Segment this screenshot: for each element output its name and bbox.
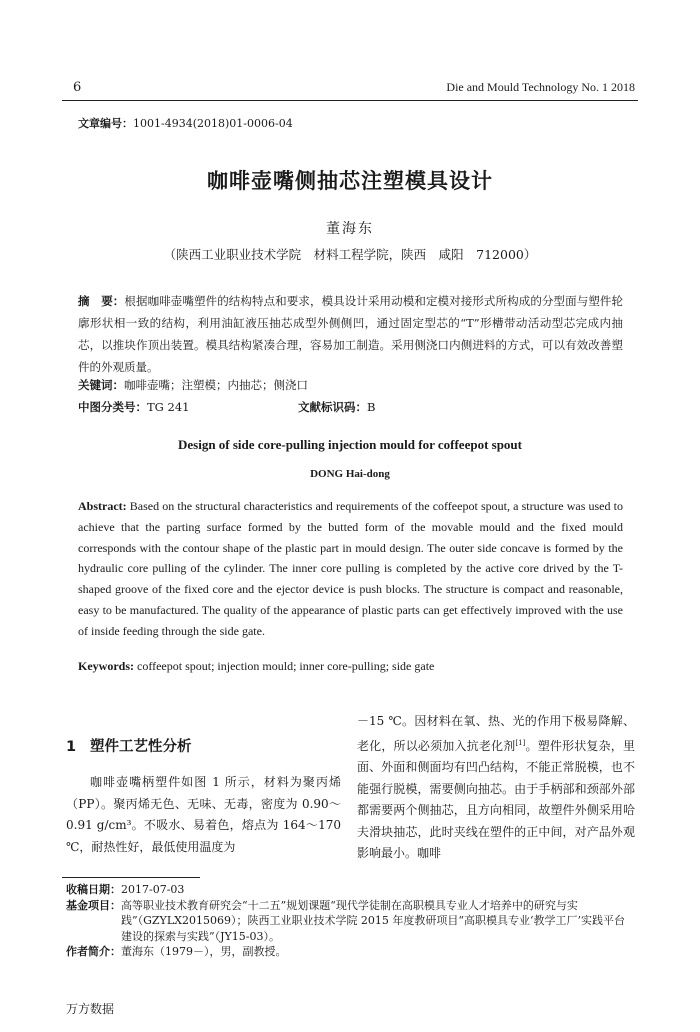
footnotes — [66, 882, 636, 960]
received-text: 2017-07-03 — [121, 883, 185, 896]
received-label: 收稿日期： — [66, 883, 121, 896]
author-info-label: 作者简介： — [66, 945, 121, 958]
keywords-en — [78, 659, 623, 674]
article-id — [78, 115, 293, 131]
article-id-label: 文章编号： — [78, 117, 133, 130]
footnote-author — [66, 944, 636, 960]
header-rule — [62, 100, 638, 101]
section-heading — [66, 735, 192, 756]
abstract-cn-label: 摘 要： — [78, 294, 125, 308]
affiliation-cn: （陕西工业职业技术学院 材料工程学院，陕西 咸阳 712000） — [163, 247, 537, 262]
section-number: 1 — [66, 739, 77, 755]
keywords-cn-text: 咖啡壶嘴；注塑模；内抽芯；侧浇口 — [124, 378, 308, 392]
keywords-cn — [78, 377, 308, 393]
doc-code — [298, 399, 375, 415]
author-cn: 董海东 — [326, 221, 374, 237]
watermark: 万方数据 — [66, 1002, 115, 1016]
author-info-text: 董海东（1979－），男，副教授。 — [121, 945, 287, 958]
abstract-cn — [78, 290, 623, 378]
keywords-en-label: Keywords: — [78, 659, 134, 673]
fund-text: 高等职业技术教育研究会“十二五”规划课题“现代学徒制在高职模具专业人才培养中的研究与实践”（GZYLX2015069）；陕西工业职业技术学院 2015 年度教研项目“高职模具专业‘教学工厂’实践平台建设的探索与实践”（JY15-03）。 — [121, 898, 626, 943]
classification-value: TG 241 — [147, 400, 190, 414]
author-en: DONG Hai-dong — [310, 468, 390, 480]
title-cn: 咖啡壶嘴侧抽芯注塑模具设计 — [207, 169, 493, 193]
title-en: Design of side core-pulling injection mould for coffeepot spout — [177, 437, 522, 452]
abstract-en — [78, 496, 623, 642]
keywords-en-text: coffeepot spout; injection mould; inner core-pulling; side gate — [134, 659, 435, 673]
footnote-rule — [62, 877, 200, 878]
citation-ref[interactable]: [1] — [515, 738, 526, 747]
body-right-text-2: 。塑件形状复杂，里面、外面和侧面均有凹凸结构，不能正常脱模，也不能强行脱模，需要侧向抽芯。由于手柄部和颈部外部都需要两个侧抽芯，且方向相同，故塑件外侧采用哈夫滑块抽芯，此时夹线在塑件的正中间，对产品外观影响最小。咖啡 — [357, 738, 635, 860]
section-title: 塑件工艺性分析 — [90, 739, 192, 755]
classification — [78, 399, 189, 415]
fund-label: 基金项目： — [66, 898, 121, 912]
abstract-cn-text: 根据咖啡壶嘴塑件的结构特点和要求，模具设计采用动模和定模对接形式所构成的分型面与塑件轮廓形状相一致的结构，利用油缸液压抽芯成型外侧侧凹，通过固定型芯的“T”形槽带动活动型芯完成内抽芯，以推块作顶出装置。模具结构紧凑合理，容易加工制造。采用侧浇口内侧进料的方式，可以有效改善塑件的外观质量。 — [78, 294, 624, 374]
body-right-column — [357, 711, 635, 865]
abstract-en-text: Based on the structural characteristics and requirements of the coffeepot spout, a structure was used to achieve that the parting surface formed by the butted form of the movable mould and the fixed mould corresponds with the contour shape of the plastic part in mould design. The outer side concave is formed by the hydraulic core pulling of the cylinder. The inner core pulling is completed by the active core drived by the T-shaped groove of the fixed core and the ejector device is push blocks. The structure is compact and reasonable, easy to be manufactured. The quality of the appearance of plastic parts can get effectively improved with the use of inside feeding through the side gate. — [78, 499, 623, 638]
journal-name: Die and Mould Technology No. 1 2018 — [446, 80, 635, 94]
doc-code-label: 文献标识码： — [298, 400, 367, 414]
body-left-column: 咖啡壶嘴柄塑件如图 1 所示，材料为聚丙烯（PP）。聚丙烯无色、无味、无毒，密度为 0.90～0.91 g/cm³。不吸水、易着色，熔点为 164～170 ℃，耐热性好，最低使用温度为 — [66, 775, 341, 854]
article-id-value: 1001-4934(2018)01-0006-04 — [133, 117, 293, 130]
body-right-text-1: －15 ℃。因材料在氧、热、光的作用下极易降解、老化，所以必须加入抗老化剂 — [357, 714, 635, 753]
keywords-cn-label: 关键词： — [78, 378, 124, 392]
abstract-en-label: Abstract: — [78, 499, 127, 513]
classification-label: 中图分类号： — [78, 400, 147, 414]
doc-code-value: B — [367, 400, 376, 414]
footnote-received — [66, 882, 636, 898]
footnote-fund — [66, 898, 636, 945]
page-number: 6 — [73, 80, 82, 95]
